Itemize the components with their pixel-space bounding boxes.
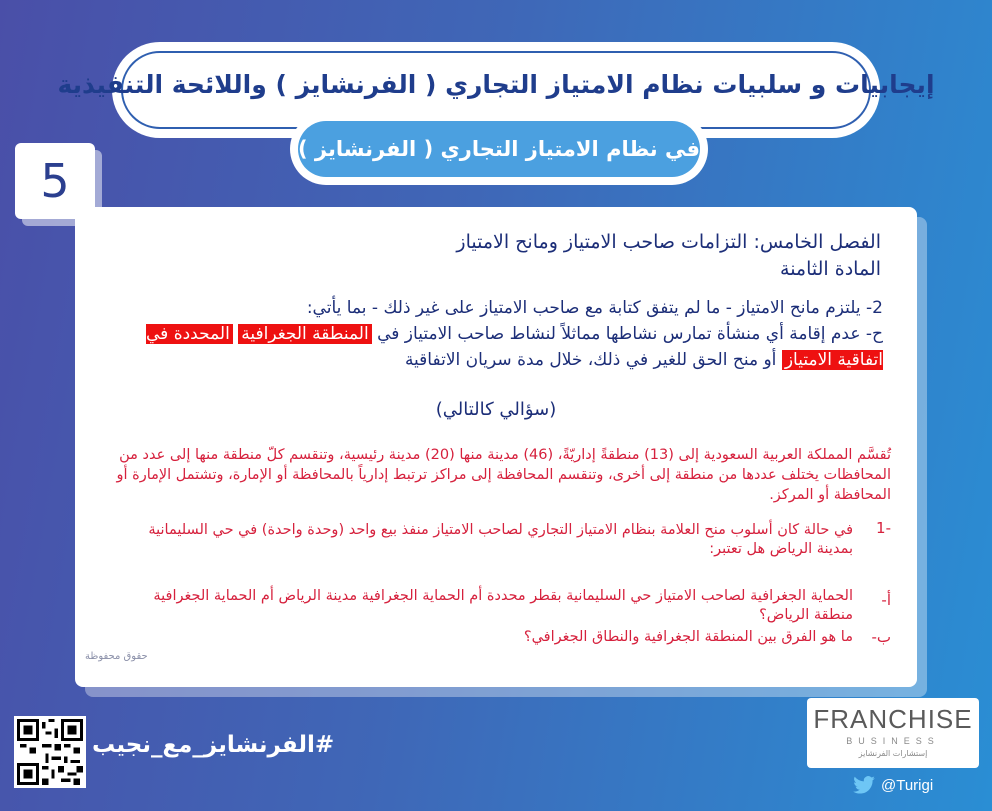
- copyright-note: حقوق محفوظة: [85, 651, 148, 662]
- question-a-number: أ-: [881, 591, 891, 609]
- intro-paragraph: تُقسَّم المملكة العربية السعودية إلى (13) منطقةً إداريّةً، (46) مدينة منها (20) مدينة رئيسية، وتنقسم كلّ منطقة منها إلى عدد من المحافظات يختلف عددها من منطقة إلى أخرى، وتنقسم المحافظة إلى مراكز ترتبط إدارياً بالمحافظة أو الإمارة، وتشتمل الإمارة أو المحافظة أو المركز.: [116, 447, 891, 503]
- twitter-handle[interactable]: [853, 776, 933, 794]
- article-title: المادة الثامنة: [780, 258, 881, 280]
- question-heading: (سؤالي كالتالي): [435, 399, 557, 420]
- article-item-h: [103, 321, 883, 373]
- hashtag[interactable]: #الفرنشايز_مع_نجيب: [92, 732, 335, 758]
- main-title: إيجابيات و سلبيات نظام الامتياز التجاري ( الفرنشايز ) واللائحة التنفيذية: [57, 69, 935, 99]
- logo-main-text: FRANCHISE: [813, 704, 973, 734]
- article-item-2: 2- يلتزم مانح الامتياز - ما لم يتفق كتابة مع صاحب الامتياز على غير ذلك - بما يأتي:: [306, 298, 883, 318]
- content-card: [75, 207, 917, 687]
- article-text: [103, 295, 883, 373]
- subtitle-pill: [290, 113, 708, 185]
- slide-number: 5: [40, 154, 70, 208]
- question-1-text: في حالة كان أسلوب منح العلامة بنظام الامتياز التجاري لصاحب الامتياز منفذ بيع واحد (وحدة واحدة) في حي السليمانية بمدينة الرياض هل تعتبر:: [148, 522, 853, 557]
- slide-number-box: [15, 143, 95, 219]
- question-b-text: ما هو الفرق بين المنطقة الجغرافية والنطاق الجغرافي؟: [523, 629, 853, 645]
- question-1-number: -1: [876, 519, 891, 537]
- subtitle: في نظام الامتياز التجاري ( الفرنشايز ): [298, 137, 700, 161]
- question-b-number: ب-: [871, 628, 891, 646]
- chapter-title: الفصل الخامس: التزامات صاحب الامتياز ومانح الامتياز: [456, 231, 881, 253]
- logo-arabic-text: إستشارات الفرنشايز: [858, 749, 928, 758]
- qr-code-icon[interactable]: [14, 716, 86, 788]
- twitter-handle-text: @Turigi: [881, 776, 934, 794]
- subtitle-pill-inner: [298, 121, 700, 177]
- article-item-h-end: أو منح الحق للغير في ذلك، خلال مدة سريان الاتفاقية: [404, 350, 777, 370]
- twitter-bird-icon: [853, 776, 875, 794]
- logo-sub-text: BUSINESS: [846, 736, 940, 746]
- highlight-agreement: المحددة في اتفاقية الامتياز: [146, 324, 883, 370]
- question-a-text: الحماية الجغرافية لصاحب الامتياز حي السليمانية بقطر محددة أم الحماية الجغرافية مدينة الرياض أم الحماية الجغرافية منطقة الرياض؟: [153, 588, 853, 623]
- franchise-business-logo: [807, 698, 979, 768]
- article-item-h-start: ح- عدم إقامة أي منشأة تمارس نشاطها مماثلاً لنشاط صاحب الامتياز في: [377, 324, 883, 344]
- chapter-block: [121, 229, 881, 283]
- highlight-geographic-area: المنطقة الجغرافية: [238, 324, 371, 344]
